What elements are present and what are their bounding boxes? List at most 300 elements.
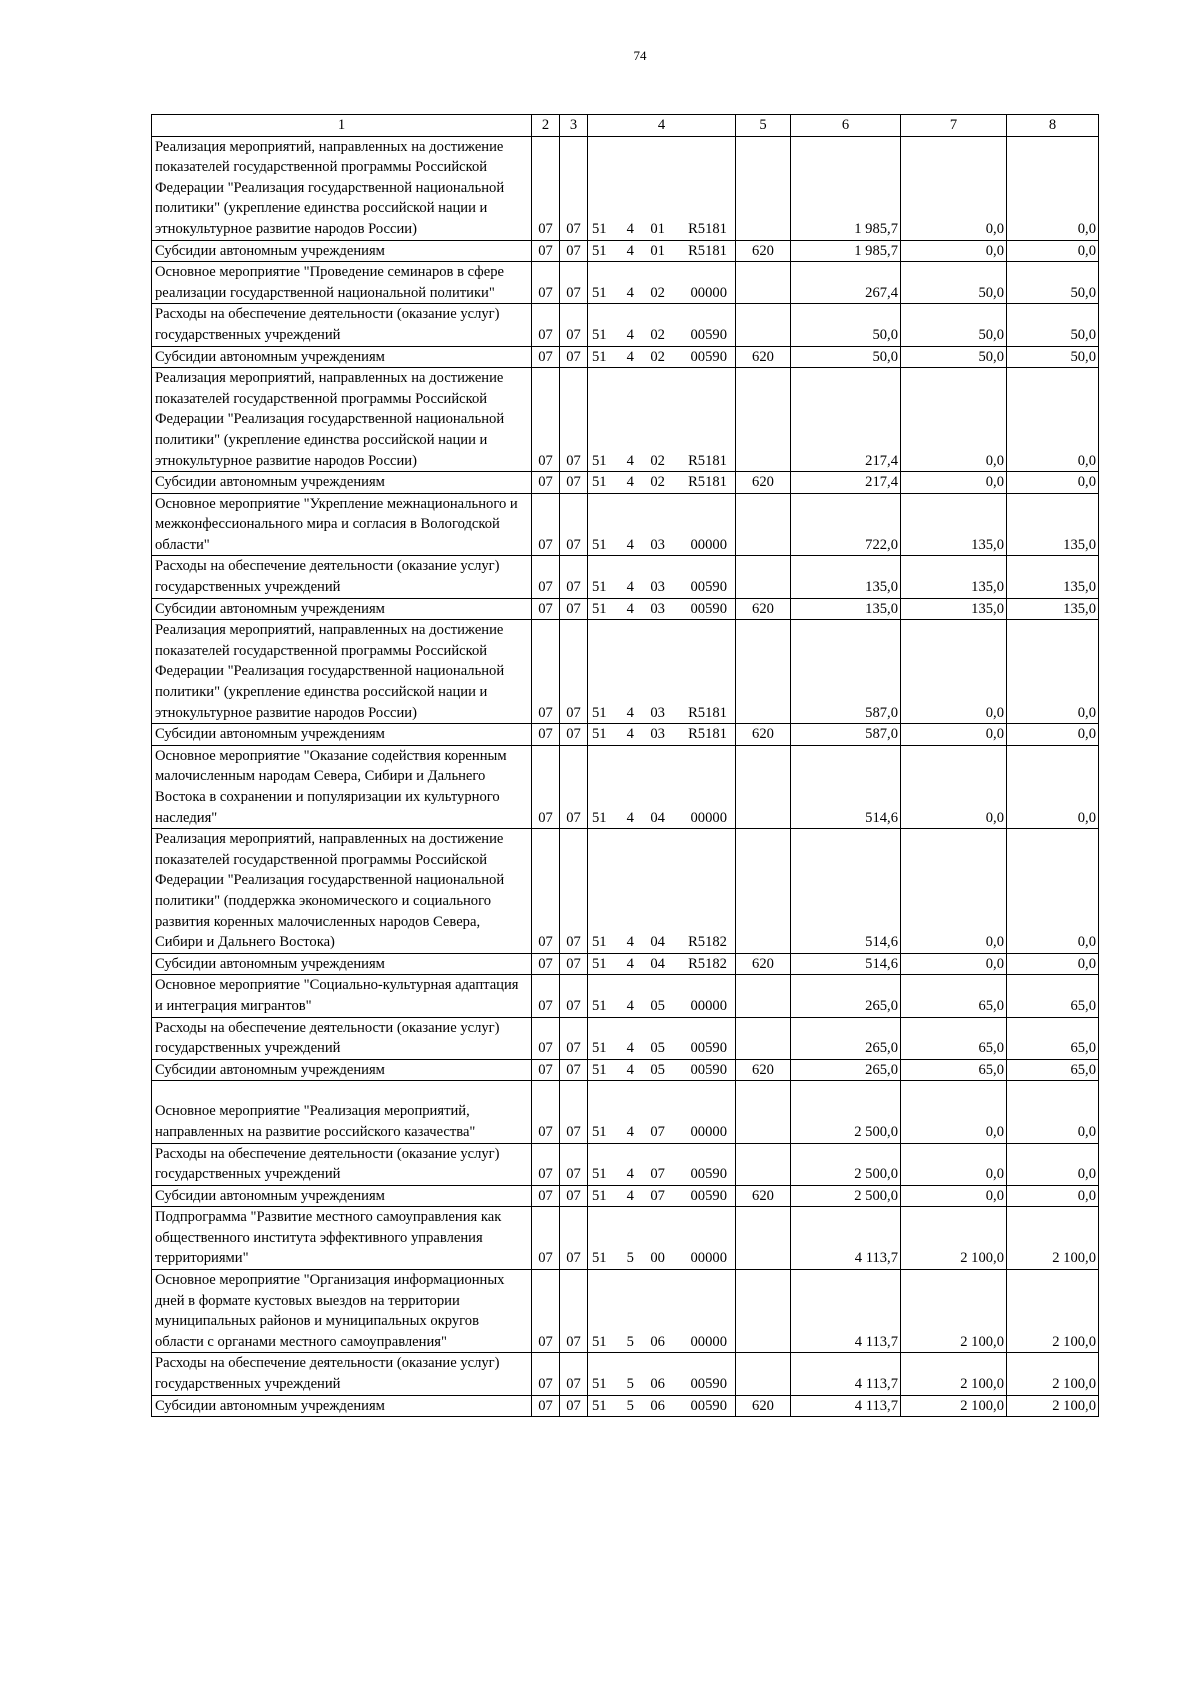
table-row (152, 240, 1099, 262)
subsection-code: 07 (560, 598, 588, 620)
amount-col-8: 2 100,0 (1007, 1395, 1099, 1417)
target-article-part: 06 (650, 1376, 665, 1393)
table-row (152, 493, 1099, 556)
subsection-code: 07 (560, 240, 588, 262)
amount-col-6: 2 500,0 (791, 1081, 901, 1143)
target-article-part: 03 (650, 536, 665, 553)
header-cell: 8 (1007, 115, 1099, 137)
target-article-part: 00590 (690, 1166, 727, 1183)
target-article-part: 5 (626, 1250, 634, 1267)
row-name: Субсидии автономным учреждениям (152, 346, 532, 368)
target-article-part: 51 (592, 809, 607, 826)
target-article-code (588, 262, 736, 304)
subsection-code: 07 (560, 829, 588, 954)
expense-type-code: 620 (736, 346, 791, 368)
amount-col-8: 50,0 (1007, 304, 1099, 346)
target-article-part: 5 (626, 1333, 634, 1350)
target-article-part: 00000 (690, 536, 727, 553)
target-article-code (588, 240, 736, 262)
target-article-part: 5 (626, 1397, 634, 1414)
target-article-parts (588, 703, 735, 724)
target-article-part: 51 (592, 348, 607, 365)
row-name: Субсидии автономным учреждениям (152, 1395, 532, 1417)
table-row (152, 1017, 1099, 1059)
target-article-part: R5182 (688, 934, 727, 951)
amount-col-8: 0,0 (1007, 745, 1099, 828)
amount-col-8: 135,0 (1007, 598, 1099, 620)
target-article-part: 4 (626, 1040, 634, 1057)
amount-col-7: 135,0 (901, 493, 1007, 556)
section-code: 07 (532, 493, 560, 556)
amount-col-6: 50,0 (791, 304, 901, 346)
amount-col-8: 0,0 (1007, 953, 1099, 975)
row-name: Расходы на обеспечение деятельности (оказание услуг) государственных учреждений (152, 304, 532, 346)
amount-col-8: 0,0 (1007, 829, 1099, 954)
target-article-part: 02 (650, 284, 665, 301)
target-article-part: 4 (626, 809, 634, 826)
target-article-parts (588, 325, 735, 346)
expense-type-code (736, 368, 791, 472)
table-row (152, 262, 1099, 304)
table-row (152, 556, 1099, 598)
subsection-code: 07 (560, 1353, 588, 1395)
target-article-code (588, 745, 736, 828)
table-row (152, 829, 1099, 954)
section-code: 07 (532, 745, 560, 828)
target-article-code (588, 975, 736, 1017)
section-code: 07 (532, 1395, 560, 1417)
target-article-part: 51 (592, 1333, 607, 1350)
target-article-part: 51 (592, 1397, 607, 1414)
expense-type-code (736, 620, 791, 724)
row-name: Субсидии автономным учреждениям (152, 1059, 532, 1081)
amount-col-8: 0,0 (1007, 724, 1099, 746)
row-name: Расходы на обеспечение деятельности (оказание услуг) государственных учреждений (152, 1143, 532, 1185)
header-cell: 1 (152, 115, 532, 137)
section-code: 07 (532, 1207, 560, 1270)
target-article-code (588, 953, 736, 975)
section-code: 07 (532, 1270, 560, 1353)
row-name: Субсидии автономным учреждениям (152, 724, 532, 746)
row-name: Реализация мероприятий, направленных на достижение показателей государственной программы Российской Федерации "Реализация государственной национальной политики" (поддержка экономического и социального развития коренных малочисленных народов Севера, Сибири и Дальнего Востока) (152, 829, 532, 954)
section-code: 07 (532, 304, 560, 346)
target-article-parts (588, 1396, 735, 1417)
expense-type-code: 620 (736, 1395, 791, 1417)
subsection-code: 07 (560, 472, 588, 494)
target-article-part: 07 (650, 1123, 665, 1140)
target-article-part: 07 (650, 1187, 665, 1204)
amount-col-7: 50,0 (901, 262, 1007, 304)
target-article-part: 4 (626, 579, 634, 596)
target-article-parts (588, 724, 735, 745)
amount-col-6: 217,4 (791, 472, 901, 494)
amount-col-6: 265,0 (791, 975, 901, 1017)
target-article-part: 00590 (690, 1376, 727, 1393)
target-article-part: 4 (626, 1123, 634, 1140)
amount-col-7: 135,0 (901, 556, 1007, 598)
subsection-code: 07 (560, 1207, 588, 1270)
target-article-code (588, 829, 736, 954)
section-code: 07 (532, 240, 560, 262)
target-article-parts (588, 954, 735, 975)
subsection-code: 07 (560, 1081, 588, 1143)
amount-col-7: 0,0 (901, 136, 1007, 240)
section-code: 07 (532, 1081, 560, 1143)
target-article-part: 00000 (690, 997, 727, 1014)
subsection-code: 07 (560, 745, 588, 828)
target-article-part: 51 (592, 220, 607, 237)
target-article-part: 51 (592, 1187, 607, 1204)
row-name: Основное мероприятие "Проведение семинаров в сфере реализации государственной национальной политики" (152, 262, 532, 304)
row-name: Субсидии автономным учреждениям (152, 472, 532, 494)
expense-type-code: 620 (736, 724, 791, 746)
amount-col-8: 0,0 (1007, 1185, 1099, 1207)
amount-col-7: 50,0 (901, 346, 1007, 368)
target-article-part: 51 (592, 955, 607, 972)
amount-col-6: 4 113,7 (791, 1395, 901, 1417)
target-article-part: R5182 (688, 955, 727, 972)
amount-col-8: 65,0 (1007, 975, 1099, 1017)
amount-col-6: 265,0 (791, 1017, 901, 1059)
table-row (152, 1059, 1099, 1081)
amount-col-6: 4 113,7 (791, 1353, 901, 1395)
section-code: 07 (532, 620, 560, 724)
amount-col-7: 2 100,0 (901, 1207, 1007, 1270)
target-article-part: 00590 (690, 1397, 727, 1414)
target-article-part: 4 (626, 220, 634, 237)
target-article-part: 4 (626, 242, 634, 259)
target-article-parts (588, 808, 735, 829)
expense-type-code: 620 (736, 240, 791, 262)
target-article-part: 00590 (690, 600, 727, 617)
row-name: Субсидии автономным учреждениям (152, 598, 532, 620)
header-cell: 5 (736, 115, 791, 137)
target-article-part: 04 (650, 809, 665, 826)
table-row (152, 346, 1099, 368)
amount-col-7: 50,0 (901, 304, 1007, 346)
amount-col-7: 65,0 (901, 1017, 1007, 1059)
target-article-part: 02 (650, 326, 665, 343)
target-article-part: 51 (592, 326, 607, 343)
target-article-part: 00000 (690, 809, 727, 826)
amount-col-6: 514,6 (791, 829, 901, 954)
target-article-parts (588, 283, 735, 304)
target-article-code (588, 304, 736, 346)
expense-type-code: 620 (736, 598, 791, 620)
amount-col-6: 514,6 (791, 745, 901, 828)
target-article-parts (588, 451, 735, 472)
subsection-code: 07 (560, 1143, 588, 1185)
target-article-parts (588, 1164, 735, 1185)
section-code: 07 (532, 1059, 560, 1081)
target-article-code (588, 472, 736, 494)
header-cell: 7 (901, 115, 1007, 137)
expense-type-code: 620 (736, 472, 791, 494)
header-cell: 3 (560, 115, 588, 137)
subsection-code: 07 (560, 724, 588, 746)
amount-col-8: 65,0 (1007, 1017, 1099, 1059)
expense-type-code (736, 136, 791, 240)
target-article-part: R5181 (688, 474, 727, 491)
table-row (152, 975, 1099, 1017)
amount-col-8: 50,0 (1007, 262, 1099, 304)
target-article-part: 51 (592, 1250, 607, 1267)
target-article-part: 51 (592, 1061, 607, 1078)
header-cell: 4 (588, 115, 736, 137)
target-article-part: 51 (592, 726, 607, 743)
target-article-part: 00590 (690, 579, 727, 596)
target-article-part: 4 (626, 934, 634, 951)
table-row (152, 368, 1099, 472)
target-article-part: 51 (592, 934, 607, 951)
section-code: 07 (532, 975, 560, 1017)
subsection-code: 07 (560, 368, 588, 472)
target-article-code (588, 346, 736, 368)
target-article-code (588, 620, 736, 724)
amount-col-7: 2 100,0 (901, 1395, 1007, 1417)
amount-col-8: 65,0 (1007, 1059, 1099, 1081)
target-article-part: 51 (592, 1166, 607, 1183)
amount-col-8: 0,0 (1007, 136, 1099, 240)
amount-col-6: 135,0 (791, 556, 901, 598)
row-name: Основное мероприятие "Укрепление межнационального и межконфессионального мира и согласия в Вологодской области" (152, 493, 532, 556)
subsection-code: 07 (560, 136, 588, 240)
expense-type-code: 620 (736, 1059, 791, 1081)
expense-type-code: 620 (736, 953, 791, 975)
amount-col-8: 0,0 (1007, 472, 1099, 494)
amount-col-7: 0,0 (901, 829, 1007, 954)
target-article-parts (588, 1060, 735, 1081)
amount-col-7: 0,0 (901, 368, 1007, 472)
target-article-part: 04 (650, 934, 665, 951)
amount-col-7: 0,0 (901, 472, 1007, 494)
amount-col-6: 4 113,7 (791, 1270, 901, 1353)
target-article-parts (588, 535, 735, 556)
section-code: 07 (532, 829, 560, 954)
row-name: Расходы на обеспечение деятельности (оказание услуг) государственных учреждений (152, 1353, 532, 1395)
amount-col-7: 0,0 (901, 953, 1007, 975)
table-row (152, 598, 1099, 620)
section-code: 07 (532, 368, 560, 472)
row-name: Расходы на обеспечение деятельности (оказание услуг) государственных учреждений (152, 1017, 532, 1059)
target-article-parts (588, 577, 735, 598)
section-code: 07 (532, 953, 560, 975)
amount-col-8: 2 100,0 (1007, 1207, 1099, 1270)
page-number: 74 (633, 48, 647, 63)
row-name: Субсидии автономным учреждениям (152, 1185, 532, 1207)
target-article-part: R5181 (688, 726, 727, 743)
amount-col-8: 0,0 (1007, 620, 1099, 724)
amount-col-6: 265,0 (791, 1059, 901, 1081)
section-code: 07 (532, 346, 560, 368)
target-article-code (588, 1353, 736, 1395)
table-row (152, 953, 1099, 975)
table-row (152, 304, 1099, 346)
amount-col-7: 0,0 (901, 724, 1007, 746)
target-article-code (588, 556, 736, 598)
target-article-part: 05 (650, 997, 665, 1014)
subsection-code: 07 (560, 1017, 588, 1059)
target-article-part: 01 (650, 242, 665, 259)
amount-col-8: 2 100,0 (1007, 1353, 1099, 1395)
amount-col-7: 0,0 (901, 745, 1007, 828)
target-article-part: 06 (650, 1333, 665, 1350)
row-name: Реализация мероприятий, направленных на достижение показателей государственной программы Российской Федерации "Реализация государственной национальной политики" (укрепление единства российской нации и этнокультурное развитие народов России) (152, 368, 532, 472)
target-article-part: 03 (650, 726, 665, 743)
table-row (152, 1185, 1099, 1207)
row-name: Расходы на обеспечение деятельности (оказание услуг) государственных учреждений (152, 556, 532, 598)
subsection-code: 07 (560, 975, 588, 1017)
expense-type-code (736, 304, 791, 346)
amount-col-7: 0,0 (901, 1081, 1007, 1143)
amount-col-6: 587,0 (791, 724, 901, 746)
target-article-part: 4 (626, 600, 634, 617)
target-article-parts (588, 1038, 735, 1059)
target-article-part: 00000 (690, 284, 727, 301)
target-article-part: 07 (650, 1166, 665, 1183)
target-article-code (588, 1143, 736, 1185)
target-article-part: 51 (592, 536, 607, 553)
target-article-part: 51 (592, 452, 607, 469)
target-article-part: 51 (592, 704, 607, 721)
amount-col-7: 135,0 (901, 598, 1007, 620)
expense-type-code (736, 493, 791, 556)
target-article-parts (588, 1332, 735, 1353)
amount-col-7: 65,0 (901, 1059, 1007, 1081)
amount-col-6: 1 985,7 (791, 240, 901, 262)
header-cell: 2 (532, 115, 560, 137)
target-article-code (588, 598, 736, 620)
table-row (152, 472, 1099, 494)
amount-col-7: 0,0 (901, 1143, 1007, 1185)
target-article-part: R5181 (688, 452, 727, 469)
table-row (152, 1270, 1099, 1353)
row-name: Реализация мероприятий, направленных на достижение показателей государственной программы Российской Федерации "Реализация государственной национальной политики" (укрепление единства российской нации и этнокультурное развитие народов России) (152, 136, 532, 240)
target-article-part: 51 (592, 284, 607, 301)
expense-type-code (736, 745, 791, 828)
target-article-code (588, 368, 736, 472)
amount-col-6: 587,0 (791, 620, 901, 724)
section-code: 07 (532, 1353, 560, 1395)
target-article-part: 03 (650, 600, 665, 617)
amount-col-7: 2 100,0 (901, 1353, 1007, 1395)
row-name: Субсидии автономным учреждениям (152, 240, 532, 262)
table-row (152, 1143, 1099, 1185)
subsection-code: 07 (560, 953, 588, 975)
expense-type-code (736, 829, 791, 954)
section-code: 07 (532, 556, 560, 598)
section-code: 07 (532, 136, 560, 240)
amount-col-6: 135,0 (791, 598, 901, 620)
table-header-row (152, 115, 1099, 137)
target-article-part: 4 (626, 1166, 634, 1183)
expense-type-code (736, 1353, 791, 1395)
target-article-code (588, 1207, 736, 1270)
subsection-code: 07 (560, 304, 588, 346)
section-code: 07 (532, 598, 560, 620)
target-article-parts (588, 1374, 735, 1395)
target-article-part: R5181 (688, 242, 727, 259)
amount-col-6: 217,4 (791, 368, 901, 472)
target-article-parts (588, 599, 735, 620)
expense-type-code (736, 262, 791, 304)
table-row (152, 745, 1099, 828)
target-article-part: 00 (650, 1250, 665, 1267)
target-article-part: 03 (650, 579, 665, 596)
target-article-code (588, 1059, 736, 1081)
target-article-code (588, 1017, 736, 1059)
target-article-part: 4 (626, 704, 634, 721)
target-article-part: 4 (626, 348, 634, 365)
table-row (152, 620, 1099, 724)
amount-col-8: 0,0 (1007, 1081, 1099, 1143)
target-article-part: 4 (626, 955, 634, 972)
target-article-parts (588, 996, 735, 1017)
amount-col-6: 267,4 (791, 262, 901, 304)
target-article-parts (588, 1248, 735, 1269)
target-article-parts (588, 932, 735, 953)
target-article-part: 4 (626, 536, 634, 553)
target-article-part: 4 (626, 726, 634, 743)
amount-col-8: 50,0 (1007, 346, 1099, 368)
subsection-code: 07 (560, 1395, 588, 1417)
target-article-part: 03 (650, 704, 665, 721)
section-code: 07 (532, 1185, 560, 1207)
row-name: Подпрограмма "Развитие местного самоуправления как общественного института эффективного управления территориями" (152, 1207, 532, 1270)
target-article-part: 4 (626, 997, 634, 1014)
section-code: 07 (532, 1017, 560, 1059)
target-article-part: 51 (592, 474, 607, 491)
target-article-part: 51 (592, 1040, 607, 1057)
target-article-part: 02 (650, 452, 665, 469)
header-cell: 6 (791, 115, 901, 137)
section-code: 07 (532, 1143, 560, 1185)
target-article-part: 05 (650, 1061, 665, 1078)
target-article-part: 4 (626, 1061, 634, 1078)
target-article-code (588, 1081, 736, 1143)
target-article-code (588, 1270, 736, 1353)
target-article-part: 00000 (690, 1333, 727, 1350)
expense-type-code (736, 1143, 791, 1185)
target-article-parts (588, 241, 735, 262)
budget-table (151, 114, 1099, 1417)
section-code: 07 (532, 724, 560, 746)
target-article-code (588, 1185, 736, 1207)
table-row (152, 1353, 1099, 1395)
target-article-parts (588, 347, 735, 368)
subsection-code: 07 (560, 262, 588, 304)
row-name: Субсидии автономным учреждениям (152, 953, 532, 975)
row-name: Основное мероприятие "Реализация мероприятий, направленных на развитие российского казачества" (152, 1081, 532, 1143)
target-article-part: R5181 (688, 220, 727, 237)
amount-col-7: 0,0 (901, 620, 1007, 724)
amount-col-6: 1 985,7 (791, 136, 901, 240)
amount-col-6: 2 500,0 (791, 1185, 901, 1207)
target-article-part: 4 (626, 1187, 634, 1204)
table-row (152, 1395, 1099, 1417)
amount-col-6: 4 113,7 (791, 1207, 901, 1270)
table-row (152, 136, 1099, 240)
target-article-part: 00590 (690, 348, 727, 365)
expense-type-code (736, 1270, 791, 1353)
target-article-code (588, 724, 736, 746)
target-article-part: 5 (626, 1376, 634, 1393)
target-article-code (588, 136, 736, 240)
target-article-part: 02 (650, 348, 665, 365)
target-article-part: 00590 (690, 1061, 727, 1078)
target-article-parts (588, 1122, 735, 1143)
expense-type-code (736, 975, 791, 1017)
